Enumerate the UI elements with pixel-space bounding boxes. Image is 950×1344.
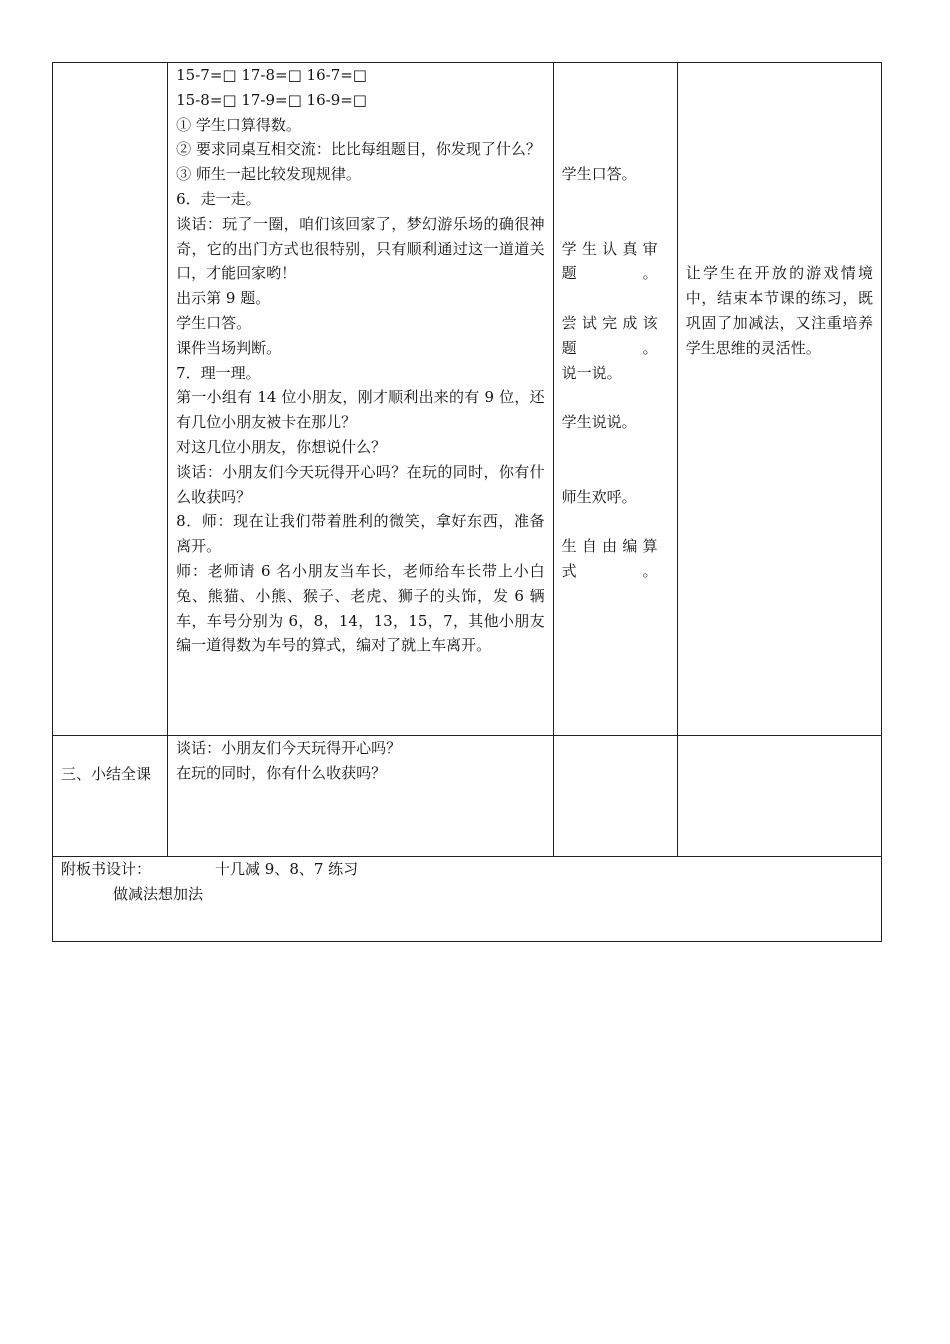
exercise-line: 15-7=□ 17-8=□ 16-7=□ bbox=[176, 66, 367, 84]
table-row bbox=[53, 857, 882, 942]
dialogue-text: 师：老师请 6 名小朋友当车长，老师给车长带上小白兔、熊猫、小熊、猴子、老虎、狮子的头饰，发 6 辆车，车号分别为 6，8，14，13，15，7，其他小朋友编一道得数为车号的算式，编对了就上车离开。 bbox=[176, 561, 545, 655]
step-text: ① 学生口算得数。 bbox=[176, 115, 301, 134]
student-text: 尝试完成该题。 bbox=[561, 313, 658, 357]
board-design-title: 十几减 9、8、7 练习 bbox=[215, 860, 359, 878]
student-text: 学生认真审题。 bbox=[561, 239, 658, 283]
table-row bbox=[53, 736, 882, 857]
board-design-label: 附板书设计： bbox=[61, 860, 152, 878]
student-text: 说一说。 bbox=[561, 363, 622, 382]
design-intent-text: 让学生在开放的游戏情境中，结束本节课的练习，既巩固了加减法，又注重培养学生思维的灵活性。 bbox=[685, 264, 873, 357]
step-text: 学生口答。 bbox=[176, 313, 252, 332]
board-design-subtitle: 做减法想加法 bbox=[113, 884, 204, 903]
student-text: 生自由编算式。 bbox=[561, 537, 658, 580]
step-text: ② 要求同桌互相交流：比比每组题目，你发现了什么？ bbox=[176, 140, 541, 159]
student-text: 师生欢呼。 bbox=[561, 487, 637, 506]
teacher-activity-cell bbox=[168, 63, 553, 736]
dialogue-text: 在玩的同时，你有什么收获吗？ bbox=[176, 763, 387, 782]
step-text: 出示第 9 题。 bbox=[176, 289, 271, 308]
design-intent-cell bbox=[677, 63, 881, 736]
section-label: 三、小结全课 bbox=[61, 765, 152, 783]
dialogue-text: 谈话：小朋友们今天玩得开心吗？ bbox=[176, 739, 402, 757]
student-activity-cell bbox=[553, 736, 677, 857]
section-cell-empty bbox=[53, 63, 168, 736]
student-text: 学生口答。 bbox=[561, 165, 637, 184]
lesson-plan-table bbox=[52, 62, 882, 942]
dialogue-text: 谈话：玩了一圈，咱们该回家了，梦幻游乐场的确很神奇，它的出门方式也很特别，只有顺利通过这一道道关口，才能回家哟！ bbox=[176, 214, 545, 283]
dialogue-text: 谈话：小朋友们今天玩得开心吗？在玩的同时，你有什么收获吗？ bbox=[176, 462, 545, 506]
step-text: 课件当场判断。 bbox=[176, 338, 282, 357]
design-intent-cell bbox=[677, 736, 881, 857]
student-activity-cell bbox=[553, 63, 677, 736]
exercise-line: 15-8=□ 17-9=□ 16-9=□ bbox=[176, 90, 367, 109]
section-label-cell bbox=[53, 736, 168, 857]
question-text: 对这几位小朋友，你想说什么？ bbox=[176, 437, 387, 456]
board-design-cell bbox=[53, 857, 882, 942]
step-heading: 7．理一理。 bbox=[176, 363, 261, 382]
step-heading: 8．师：现在让我们带着胜利的微笑，拿好东西，准备离开。 bbox=[176, 512, 545, 556]
table-row bbox=[53, 63, 882, 736]
step-text: ③ 师生一起比较发现规律。 bbox=[176, 165, 361, 184]
teacher-activity-cell bbox=[168, 736, 553, 857]
step-heading: 6．走一走。 bbox=[176, 189, 261, 208]
student-text: 学生说说。 bbox=[561, 413, 637, 432]
question-text: 第一小组有 14 位小朋友，刚才顺利出来的有 9 位，还有几位小朋友被卡在那儿？ bbox=[176, 388, 545, 432]
